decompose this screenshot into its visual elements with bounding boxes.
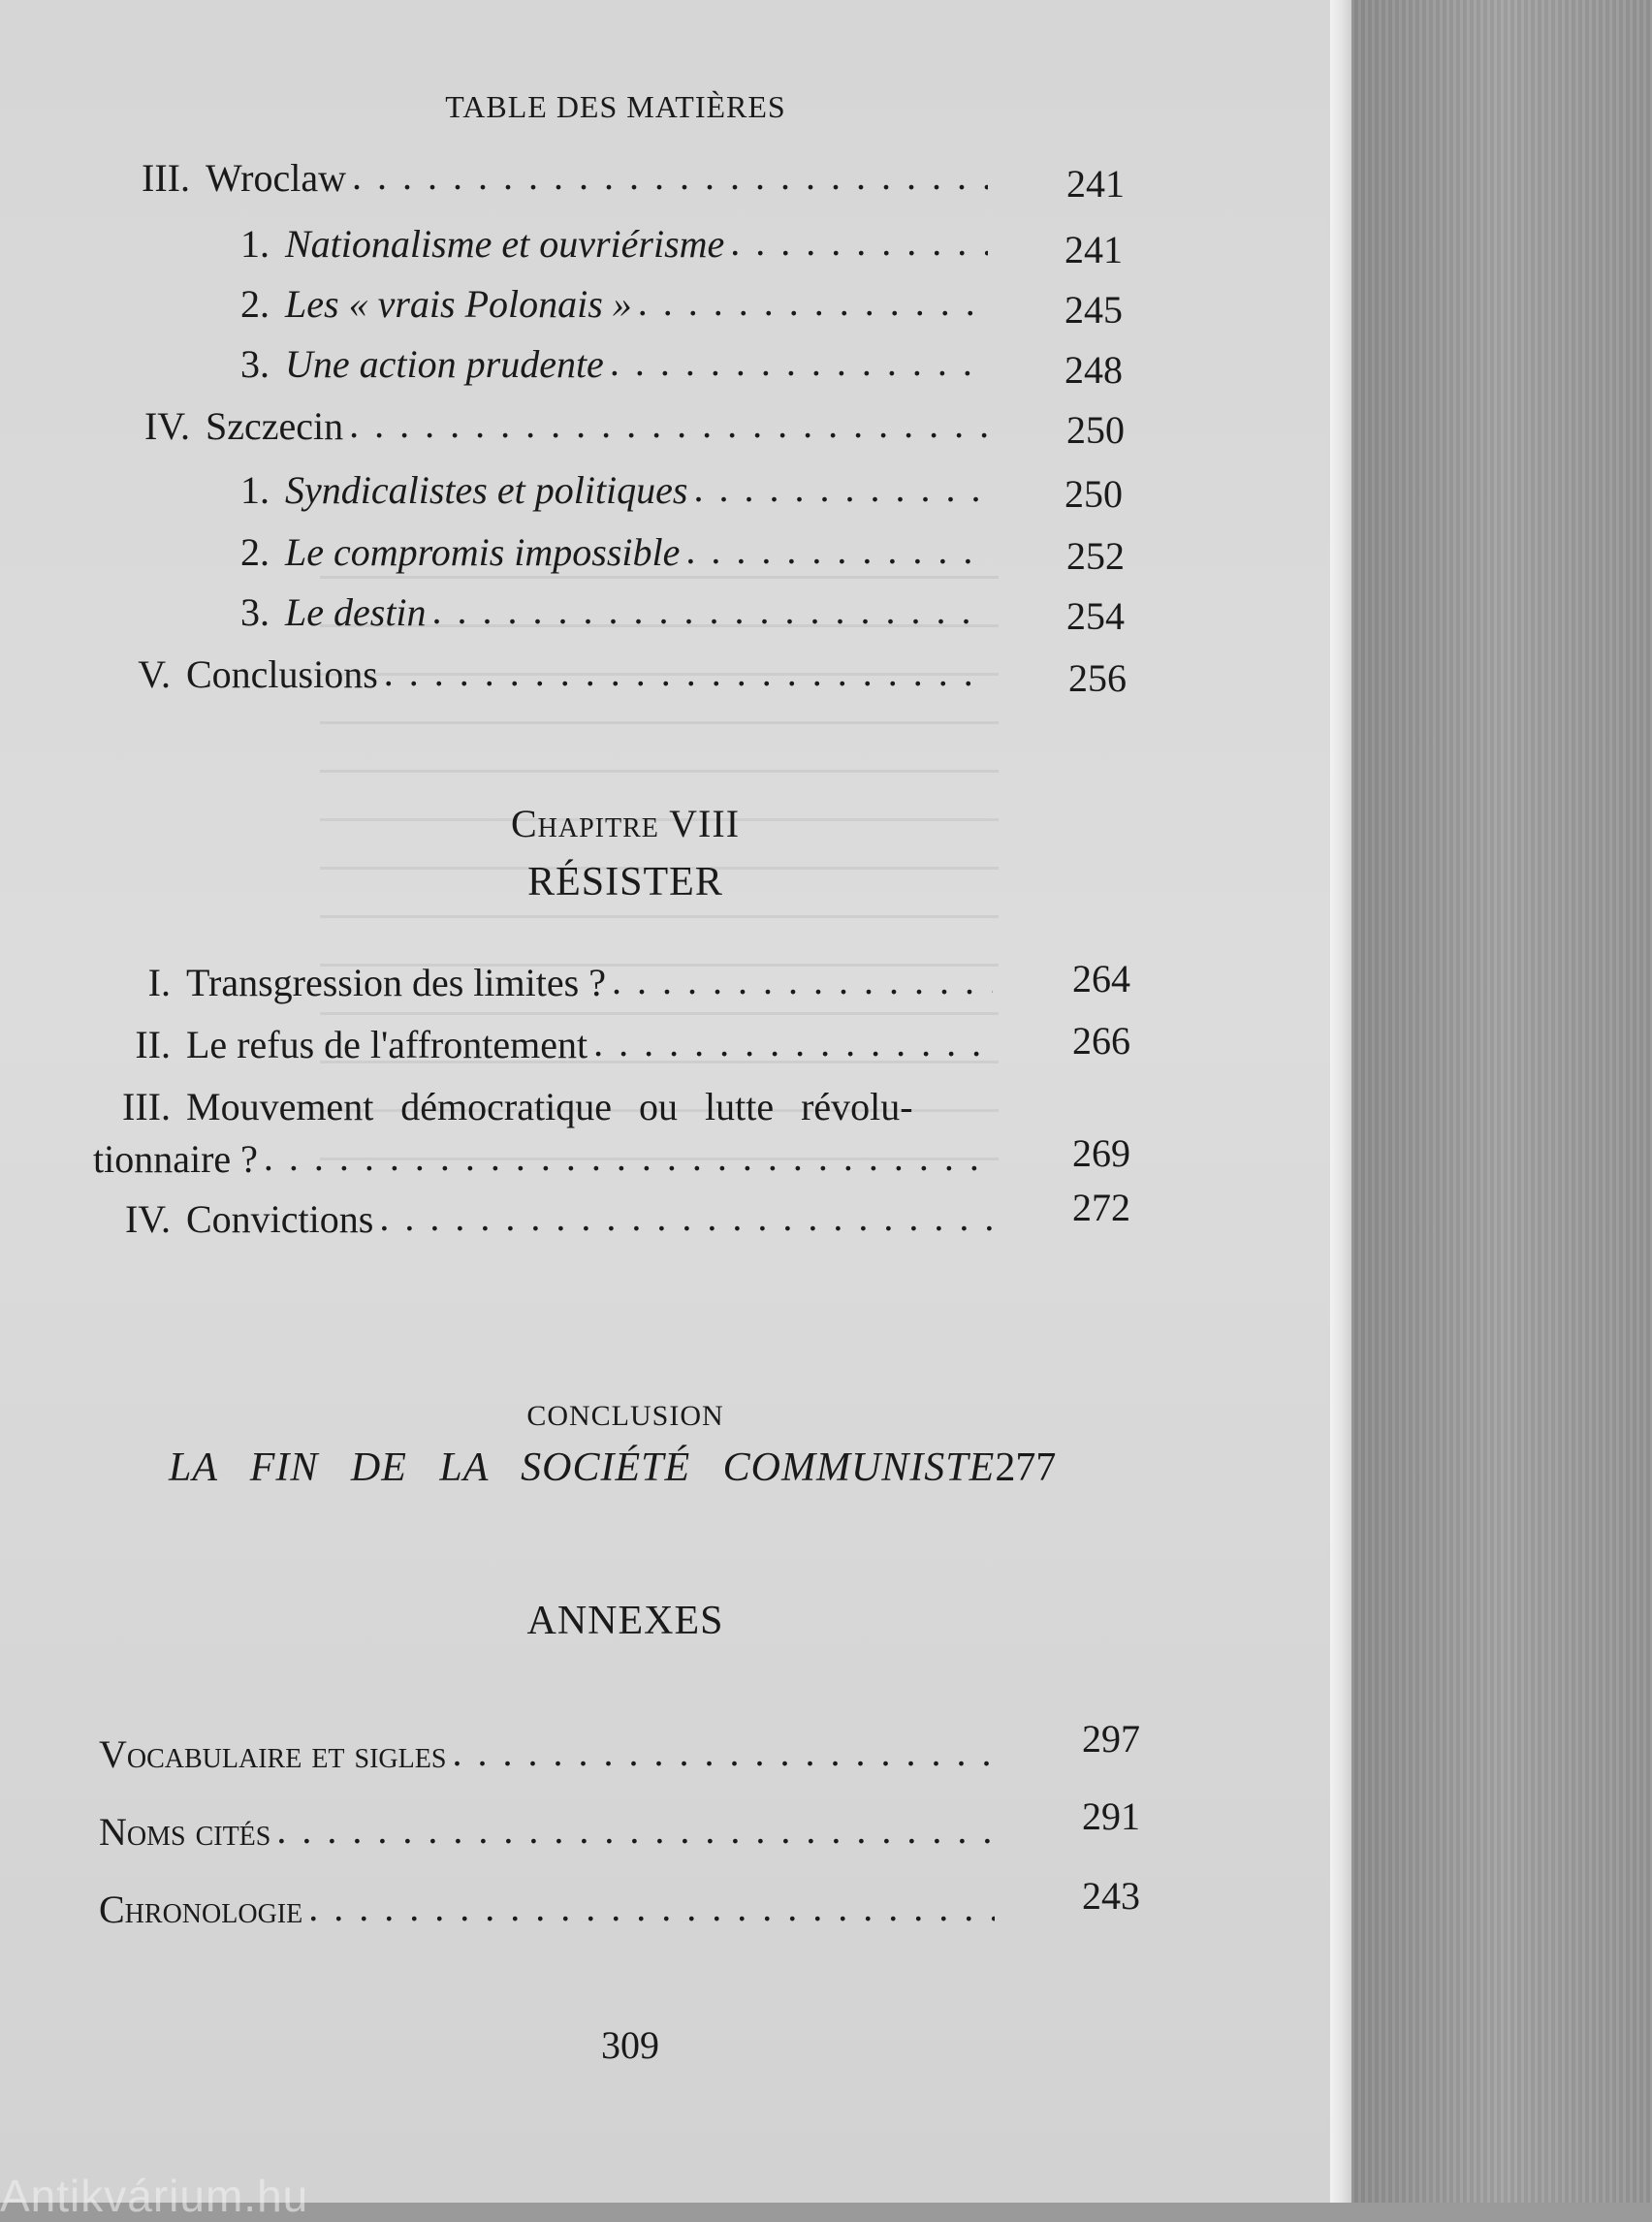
entry-page: 291 — [1082, 1794, 1140, 1838]
entry-number: III. — [142, 156, 190, 200]
dot-leader — [685, 527, 988, 573]
entry-number: II. — [135, 1023, 171, 1066]
entry-page: 254 — [1066, 594, 1125, 638]
entry-label: Le refus de l'affrontement — [186, 1023, 588, 1066]
entry-number: III. — [122, 1085, 171, 1128]
entry-page: 272 — [1072, 1186, 1130, 1229]
entry-number: I. — [147, 961, 171, 1004]
entry-number: IV. — [124, 1197, 171, 1241]
dot-leader — [730, 219, 988, 265]
toc-entry — [97, 651, 994, 697]
entry-page: 269 — [1072, 1131, 1130, 1175]
toc-entry — [99, 1809, 1001, 1855]
toc-entry — [219, 221, 994, 267]
toc-entry — [97, 960, 999, 1005]
chapter-label: Chapitre VIII — [510, 802, 741, 845]
entry-page: 250 — [1066, 408, 1125, 452]
dot-leader — [638, 279, 988, 325]
toc-entry — [97, 403, 994, 449]
dot-leader — [432, 587, 988, 633]
toc-entry — [97, 1022, 999, 1067]
dot-leader — [264, 1134, 993, 1180]
entry-label: Conclusions — [186, 652, 378, 696]
dot-leader — [276, 1807, 995, 1853]
toc-entry — [99, 1731, 1001, 1777]
entry-page: 250 — [1064, 472, 1123, 516]
entry-page: 248 — [1064, 348, 1123, 392]
entry-label: Noms cités — [99, 1810, 271, 1854]
toc-entry — [97, 155, 994, 201]
entry-number: 3. — [240, 590, 270, 634]
entry-number: 2. — [240, 282, 270, 326]
conclusion-title — [169, 1444, 1056, 1491]
conclusion-page: 277 — [995, 1445, 1057, 1490]
annexes-title: ANNEXES — [526, 1599, 724, 1643]
chapter-title: RÉSISTER — [527, 860, 723, 905]
page-number-footer: 309 — [601, 2023, 659, 2067]
running-head: TABLE DES MATIÈRES — [445, 89, 786, 124]
toc-entry — [97, 1196, 999, 1242]
entry-number: IV. — [143, 404, 190, 448]
dot-leader — [384, 650, 988, 695]
dot-leader — [349, 401, 988, 447]
page-edge — [1330, 0, 1351, 2203]
toc-entry — [219, 467, 994, 513]
entry-label: Chronologie — [99, 1888, 303, 1931]
entry-label: Le compromis impossible — [285, 530, 681, 574]
entry-number: 1. — [240, 222, 270, 266]
show-through-text — [320, 543, 999, 1163]
conclusion-label: CONCLUSION — [526, 1400, 724, 1432]
entry-label: Nationalisme et ouvriérisme — [285, 222, 725, 266]
entry-page: 241 — [1066, 162, 1125, 206]
entry-number: 3. — [240, 342, 270, 386]
toc-entry — [99, 1887, 1001, 1932]
entry-page: 264 — [1072, 957, 1130, 1000]
entry-label: Convictions — [186, 1197, 374, 1241]
entry-page: 252 — [1066, 534, 1125, 578]
entry-page: 243 — [1082, 1874, 1140, 1918]
entry-label: Vocabulaire et sigles — [99, 1732, 447, 1776]
entry-page: 266 — [1072, 1019, 1130, 1063]
toc-entry — [219, 589, 994, 635]
entry-page: 256 — [1068, 656, 1127, 700]
entry-label: Syndicalistes et politiques — [285, 468, 688, 512]
entry-label: Les « vrais Polonais » — [285, 282, 632, 326]
entry-label: Une action prudente — [285, 342, 604, 386]
dot-leader — [352, 153, 988, 199]
entry-label-continuation: tionnaire ? — [93, 1137, 258, 1181]
entry-label: Szczecin — [206, 404, 344, 448]
watermark: Antikvárium.hu — [0, 2171, 309, 2221]
entry-label: Transgression des limites ? — [186, 961, 606, 1004]
background-surface — [1351, 0, 1652, 2203]
toc-entry — [219, 529, 994, 575]
entry-number: 1. — [240, 468, 270, 512]
entry-number: V. — [138, 652, 171, 696]
toc-entry — [219, 281, 994, 327]
entry-label: Wroclaw — [206, 156, 346, 200]
dot-leader — [612, 958, 993, 1003]
entry-page: 297 — [1082, 1717, 1140, 1761]
entry-label: Mouvement démocratique ou lutte révolu- — [186, 1085, 913, 1128]
entry-page: 241 — [1064, 228, 1123, 271]
toc-entry-continuation — [93, 1136, 999, 1182]
dot-leader — [694, 465, 989, 511]
entry-label: Le destin — [285, 590, 427, 634]
dot-leader — [610, 339, 988, 385]
entry-number: 2. — [240, 530, 270, 574]
toc-entry — [219, 341, 994, 387]
dot-leader — [308, 1885, 995, 1930]
dot-leader — [593, 1020, 993, 1065]
toc-entry — [97, 1084, 999, 1129]
dot-leader — [379, 1194, 993, 1240]
dot-leader — [452, 1730, 995, 1775]
conclusion-title-text: LA FIN DE LA SOCIÉTÉ COMMUNISTE — [169, 1445, 996, 1490]
entry-page: 245 — [1064, 288, 1123, 332]
